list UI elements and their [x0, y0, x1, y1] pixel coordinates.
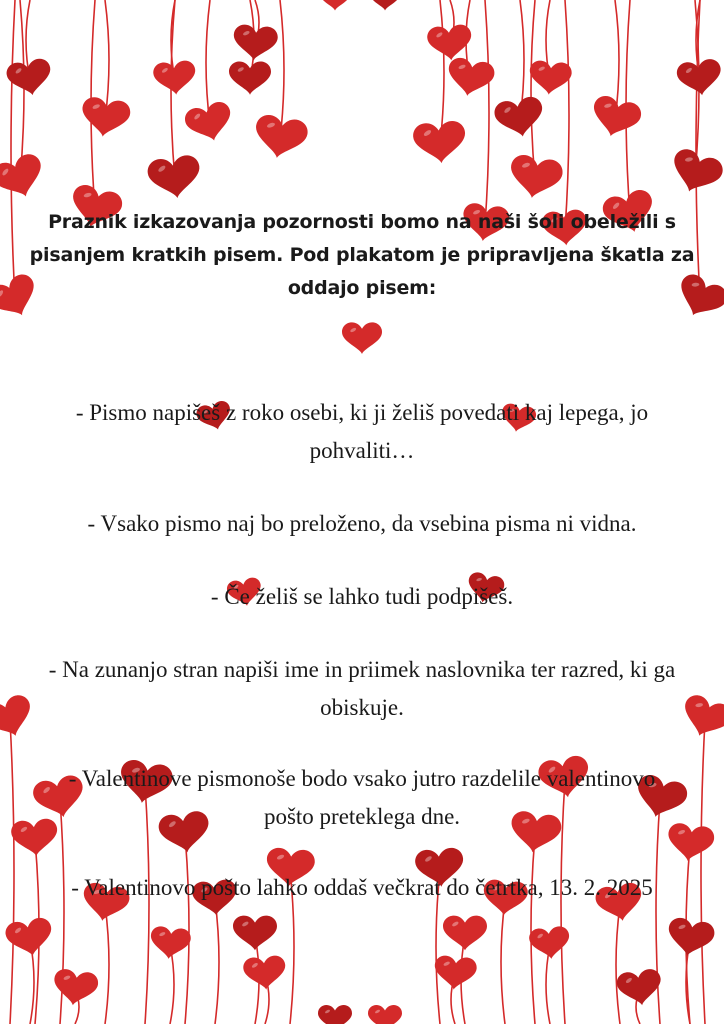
instruction-item-1 — [0, 394, 724, 470]
instruction-line: - Valentinove pismonoše bodo vsako jutro razdelile valentinovo — [68, 766, 656, 791]
instruction-line: pohvaliti… — [309, 438, 415, 463]
heart-stem — [485, 0, 489, 225]
heart-icon — [433, 955, 478, 992]
heading-line: Praznik izkazovanja pozornosti bomo na naši šoli obeležili s — [48, 211, 676, 233]
heading-line: pisanjem kratkih pisem. Pod plakatom je pripravljena škatla za — [29, 244, 695, 266]
heart-icon — [676, 58, 724, 99]
heart-icon — [229, 61, 271, 94]
heart-icon — [183, 99, 237, 146]
heart-icon — [4, 916, 56, 960]
heart-stem — [546, 945, 550, 1024]
instruction-line: - Na zunanjo stran napiši ime in priimek naslovnika ter razred, ki ga — [48, 657, 676, 682]
heart-icon — [149, 925, 192, 961]
heart-icon — [79, 96, 132, 140]
heart-icon — [666, 146, 724, 200]
heart-stem — [206, 0, 210, 125]
instruction-item-3 — [0, 578, 724, 616]
heart-icon — [146, 154, 203, 202]
heart-icon — [0, 151, 49, 205]
heart-stem — [531, 0, 535, 180]
heart-stem — [215, 900, 219, 1024]
heading-line: oddajo pisem: — [287, 277, 437, 299]
heart-icon — [528, 925, 571, 961]
instruction-line: - Vsako pismo naj bo preloženo, da vsebina pisma ni vidna. — [87, 511, 637, 536]
heart-icon — [233, 916, 277, 951]
heart-icon — [51, 968, 99, 1009]
heart-stem — [20, 0, 24, 180]
heart-stem — [616, 905, 620, 1024]
heart-stem — [501, 900, 505, 1024]
heart-icon — [370, 0, 400, 11]
heart-icon — [665, 916, 717, 960]
heart-icon — [443, 916, 487, 951]
heart-icon — [368, 1005, 402, 1024]
heart-stem — [105, 905, 109, 1024]
heart-icon — [616, 968, 664, 1009]
heart-stem — [280, 0, 284, 140]
instruction-item-2 — [0, 505, 724, 543]
heart-stem — [440, 0, 444, 145]
instruction-line: - Pismo napišeš z roko osebi, ki ji želiš povedati kaj lepega, jo — [75, 400, 649, 425]
heart-icon — [506, 153, 564, 203]
heart-icon — [318, 1005, 352, 1024]
heart-icon — [587, 93, 643, 142]
instruction-item-4 — [0, 651, 724, 727]
instruction-line: obiskuje. — [320, 695, 404, 720]
heart-stem — [565, 0, 569, 230]
heart-icon — [320, 0, 350, 11]
instruction-item-5 — [0, 760, 724, 836]
intro-heading — [0, 206, 724, 305]
heart-icon — [251, 113, 309, 163]
heart-icon — [152, 60, 197, 97]
heart-stem — [531, 835, 535, 1024]
heart-icon — [232, 24, 279, 62]
heart-stem — [185, 835, 189, 1024]
heart-stem — [105, 0, 109, 120]
heart-icon — [342, 322, 382, 354]
heart-icon — [242, 955, 287, 992]
instruction-line: - Če želiš se lahko tudi podpišeš. — [210, 584, 514, 609]
heart-icon — [412, 120, 467, 165]
instruction-item-6 — [0, 869, 724, 907]
instruction-line: - Valentinovo pošto lahko oddaš večkrat do četrtka, 13. 2. 2025 — [71, 875, 653, 900]
heart-icon — [528, 60, 573, 97]
heart-stem — [170, 945, 174, 1024]
instruction-line: pošto preteklega dne. — [263, 804, 461, 829]
heart-icon — [493, 95, 547, 141]
